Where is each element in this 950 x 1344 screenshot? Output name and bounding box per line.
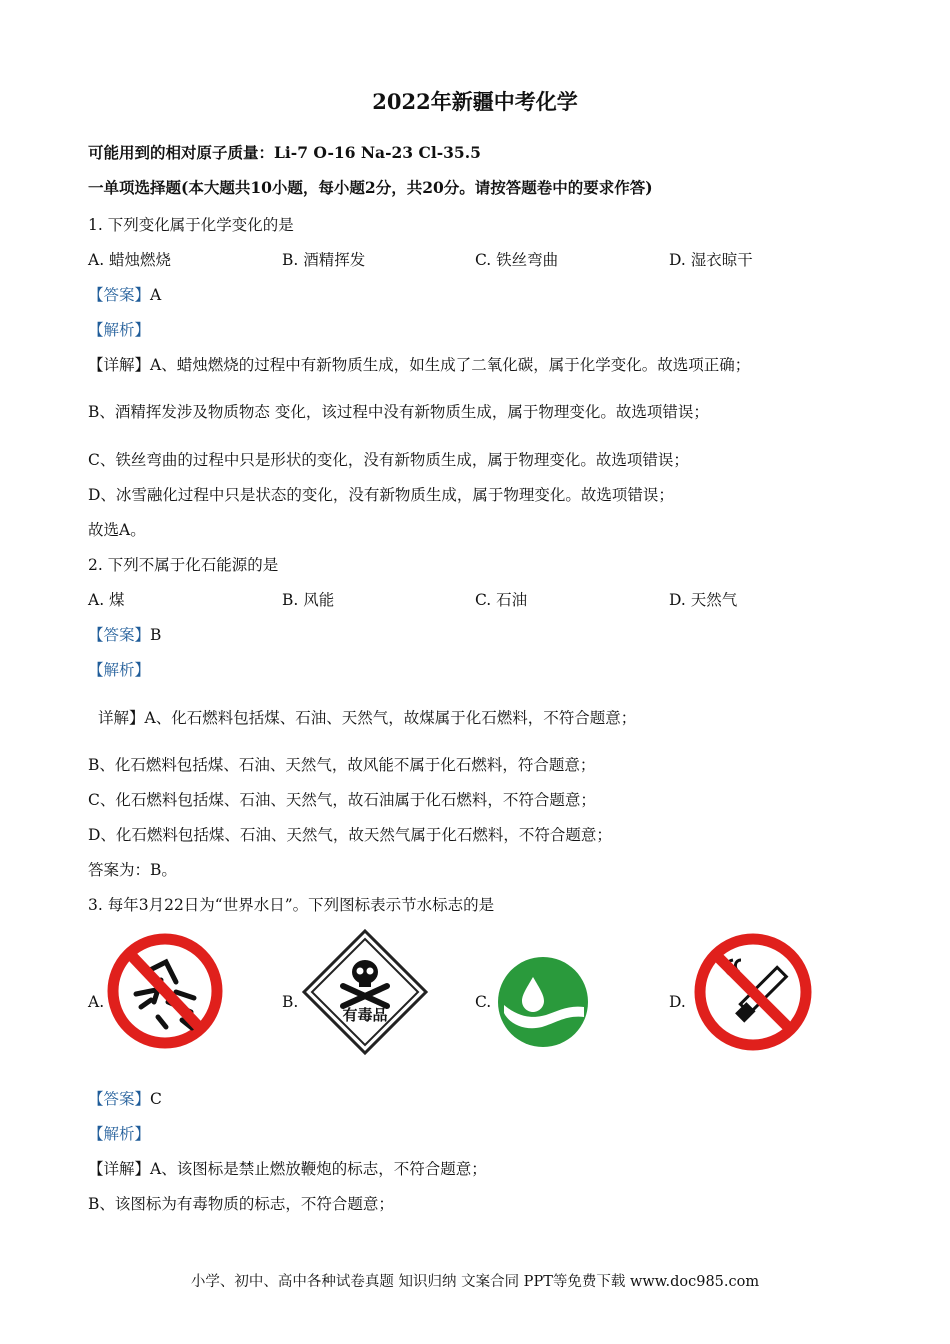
water-saving-icon[interactable]: [496, 955, 590, 1053]
q1-detail-2: B、酒精挥发涉及物质物态 变化，该过程中没有新物质生成，属于物理变化。故选项错误；: [88, 403, 709, 421]
q2-option-b: B. 风能: [282, 591, 335, 609]
q2-detail-4: D、化石燃料包括煤、石油、天然气，故天然气属于化石燃料，不符合题意；: [88, 826, 612, 844]
page-footer: 小学、初中、高中各种试卷真题 知识归纳 文案合同 PPT等免费下载 www.doc985.com: [190, 1274, 760, 1290]
q2-option-d: D. 天然气: [669, 591, 738, 609]
q1-answer-value: A: [150, 286, 162, 304]
poison-icon-text: 有毒品: [342, 1006, 388, 1024]
answer-label: 【答案】: [88, 1090, 151, 1108]
q3-stem: 3. 每年3月22日为“世界水日”。下列图标表示节水标志的是: [88, 896, 495, 914]
q3-option-c-label: C.: [475, 993, 492, 1011]
q2-detail-2: B、化石燃料包括煤、石油、天然气，故风能不属于化石燃料，符合题意；: [88, 756, 596, 774]
q1-detail-3: C、铁丝弯曲的过程中只是形状的变化，没有新物质生成，属于物理变化。故选项错误；: [88, 451, 689, 469]
q2-option-c: C. 石油: [475, 591, 528, 609]
q2-analysis-label: 【解析】: [88, 661, 151, 679]
q1-option-c: C. 铁丝弯曲: [475, 251, 559, 269]
q2-option-a: A. 煤: [88, 591, 125, 609]
q3-detail-1: 【详解】A、该图标是禁止燃放鞭炮的标志，不符合题意；: [88, 1160, 487, 1178]
page-title: 2022年新疆中考化学: [372, 89, 578, 114]
answer-label: 【答案】: [88, 286, 151, 304]
q1-option-a: A. 蜡烛燃烧: [88, 251, 172, 269]
q1-detail-1: 【详解】A、蜡烛燃烧的过程中有新物质生成，如生成了二氧化碳，属于化学变化。故选项正确；: [88, 356, 751, 374]
q3-option-a-label: A.: [88, 993, 105, 1011]
q2-answer-value: B: [150, 626, 162, 644]
q1-option-d: D. 湿衣晾干: [669, 251, 753, 269]
poison-icon: [301, 928, 429, 1060]
q1-detail-5: 故选A。: [88, 521, 146, 539]
q3-detail-2: B、该图标为有毒物质的标志，不符合题意；: [88, 1195, 394, 1213]
section-heading: 一单项选择题(本大题共10小题，每小题2分，共20分。请按答题卷中的要求作答): [88, 178, 653, 197]
q1-option-b: B. 酒精挥发: [282, 251, 366, 269]
q3-answer: [88, 1089, 162, 1109]
q2-answer: [88, 625, 161, 645]
atomic-masses: 可能用到的相对原子质量：Li-7 O-16 Na-23 Cl-35.5: [88, 143, 481, 162]
q2-detail-5: 答案为：B。: [88, 861, 177, 879]
q1-answer: [88, 285, 161, 305]
q2-detail-3: C、化石燃料包括煤、石油、天然气，故石油属于化石燃料，不符合题意；: [88, 791, 596, 809]
q2-stem: 2. 下列不属于化石能源的是: [88, 556, 279, 574]
q1-detail-4: D、冰雪融化过程中只是状态的变化，没有新物质生成，属于物理变化。故选项错误；: [88, 486, 674, 504]
q3-option-b-label: B.: [282, 993, 299, 1011]
q3-option-d-label: D.: [669, 993, 686, 1011]
q2-detail-1: 详解】A、化石燃料包括煤、石油、天然气，故煤属于化石燃料，不符合题意；: [98, 709, 637, 727]
q1-analysis-label: 【解析】: [88, 321, 151, 339]
q1-stem: 1. 下列变化属于化学变化的是: [88, 216, 294, 234]
no-firecrackers-icon: [106, 932, 224, 1054]
q3-answer-value: C: [150, 1090, 162, 1108]
no-smoking-icon: [693, 932, 813, 1056]
answer-label: 【答案】: [88, 626, 151, 644]
q3-analysis-label: 【解析】: [88, 1125, 151, 1143]
